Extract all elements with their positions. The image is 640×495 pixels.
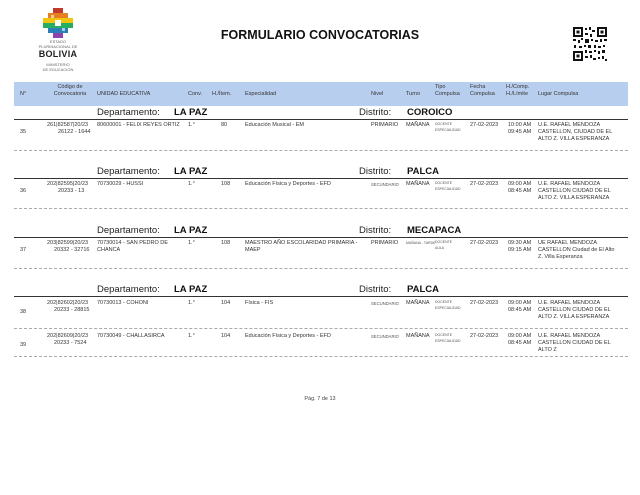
col-codigo-1: Código de: [57, 84, 83, 90]
col-num: N°: [20, 91, 27, 97]
row-fecha: 27-02-2023: [470, 240, 499, 246]
row-num: 35: [20, 129, 27, 135]
row-lugar-2: CASTELLON CIUDAD DE EL: [538, 340, 611, 346]
row-hora-1: 09:00 AM: [508, 333, 532, 339]
row-conv: 1.°: [188, 300, 195, 306]
row-tipo-1: DOCENTE: [435, 122, 453, 126]
divider: [14, 150, 628, 151]
row-hitem: 104: [221, 300, 231, 306]
row-hitem: 80: [221, 122, 228, 128]
departamento-value: LA PAZ: [174, 166, 208, 177]
row-codigo: 202|82595|20/23: [47, 181, 89, 187]
group-heading: [14, 284, 628, 296]
row-especialidad: Educación Musical - EM: [245, 122, 304, 128]
ministry-logo: [34, 8, 82, 83]
row-turno: MAÑANA: [406, 333, 430, 339]
departamento-label: Departamento:: [97, 225, 160, 236]
row-hora-2: 08:45 AM: [508, 188, 532, 194]
row-lugar-3: ALTO Z. VILLA ESPERANZA: [538, 314, 610, 320]
col-hcomp-2: H./Límite: [506, 91, 529, 97]
row-conv: 1.°: [188, 333, 195, 339]
row-hitem: 104: [221, 333, 231, 339]
row-turno: MAÑANA: [406, 300, 430, 306]
row-turno: MAÑANA: [406, 122, 430, 128]
row-codigo: 261|82587|20/23: [47, 122, 89, 128]
departamento-value: LA PAZ: [174, 107, 208, 118]
row-lugar-3: ALTO Z: [538, 347, 557, 353]
row-conv: 1.°: [188, 122, 195, 128]
col-tipo-2: Compulsa: [435, 91, 460, 97]
row-nivel: SECUNDARIO: [371, 182, 399, 187]
qr-code-icon: [572, 26, 608, 62]
page-number: Pág. 7 de 13: [304, 396, 336, 402]
row-tipo-2: ESPECIALIDAD: [435, 306, 461, 310]
row-codigo: 202|82609|20/23: [47, 333, 89, 339]
distrito-value: PALCA: [407, 284, 440, 295]
row-especialidad: MAESTRO AÑO ESCOLARIDAD PRIMARIA -: [245, 240, 358, 246]
distrito-label: Distrito:: [359, 225, 392, 236]
col-nivel: Nivel: [371, 91, 384, 97]
departamento-label: Departamento:: [97, 284, 160, 295]
row-unidad-2: CHANCA: [97, 247, 121, 253]
row-especialidad-2: MAEP: [245, 247, 261, 253]
row-turno: MAÑANA: [406, 181, 430, 187]
table-row: [14, 300, 628, 326]
row-lugar-3: Z. Villa Esperanza: [538, 254, 583, 260]
row-hora-2: 09:45 AM: [508, 129, 532, 135]
group-heading: [14, 107, 628, 119]
row-conv: 1.°: [188, 181, 195, 187]
row-unidad: 70730013 - COHONI: [97, 300, 149, 306]
row-tipo-1: DOCENTE: [435, 333, 453, 337]
row-lugar-2: CASTELLON CIUDAD DE EL: [538, 307, 611, 313]
row-nivel: SECUNDARIO: [371, 334, 399, 339]
logo-caption: ESTADO PLURINACIONAL DE: [38, 39, 78, 49]
distrito-label: Distrito:: [359, 107, 392, 118]
col-codigo-2: Convocatoria: [53, 91, 87, 97]
row-lugar-1: U.E. RAFAEL MENDOZA: [538, 122, 601, 128]
row-conv: 1.°: [188, 240, 195, 246]
row-lugar-2: CASTELLON, CIUDAD DE EL: [538, 129, 613, 135]
row-especialidad: Educación Física y Deportes - EFD: [245, 181, 331, 187]
row-tipo-2: ESPECIALIDAD: [435, 187, 461, 191]
row-lugar-1: UE RAFAEL MENDOZA: [538, 240, 598, 246]
row-hora-1: 10:00 AM: [508, 122, 532, 128]
row-unidad: 70730049 - CHALLASIRCA: [97, 333, 165, 339]
col-hitem: H./Ítem.: [212, 91, 232, 97]
col-fecha-1: Fecha: [470, 84, 486, 90]
divider: [14, 328, 628, 329]
divider: [14, 119, 628, 120]
row-codigo: 203|82599|20/23: [47, 240, 89, 246]
table-row: [14, 122, 628, 148]
row-lugar-1: U.E. RAFAEL MENDOZA: [538, 333, 601, 339]
row-tipo-2: ESPECIALIDAD: [435, 339, 461, 343]
row-num: 37: [20, 247, 27, 253]
row-fecha: 27-02-2023: [470, 300, 499, 306]
row-hora-1: 09:00 AM: [508, 181, 532, 187]
col-lugar: Lugar Compulsa: [538, 91, 579, 97]
row-turno: MAÑANA - TARDE: [406, 241, 436, 245]
row-hora-1: 09:00 AM: [508, 300, 532, 306]
row-especialidad: Educación Física y Deportes - EFD: [245, 333, 331, 339]
row-hora-2: 08:45 AM: [508, 340, 532, 346]
row-codigo-2: 26122 - 1644: [58, 129, 91, 135]
logo-subtitle-1: MINISTERIO: [46, 62, 70, 67]
page-title: FORMULARIO CONVOCATORIAS: [220, 28, 420, 42]
departamento-label: Departamento:: [97, 107, 160, 118]
distrito-label: Distrito:: [359, 284, 392, 295]
divider: [14, 268, 628, 269]
divider: [14, 237, 628, 238]
row-codigo-2: 20233 - 7524: [54, 340, 87, 346]
table-row: [14, 240, 628, 266]
row-codigo-2: 20332 - 32716: [54, 247, 90, 253]
distrito-value: PALCA: [407, 166, 440, 177]
table-row: [14, 181, 628, 207]
col-conv: Conv.: [188, 91, 202, 97]
row-especialidad: Física - FIS: [245, 300, 274, 306]
group-heading: [14, 225, 628, 237]
row-num: 38: [20, 309, 27, 315]
row-unidad: 80600001 - FELIX REYES ORTIZ: [97, 122, 180, 128]
row-tipo-1: DOCENTE: [435, 240, 453, 244]
row-hitem: 108: [221, 240, 231, 246]
row-hora-2: 09:15 AM: [508, 247, 532, 253]
row-lugar-3: ALTO Z. VILLA ESPERANZA: [538, 136, 610, 142]
distrito-label: Distrito:: [359, 166, 392, 177]
row-tipo-1: DOCENTE: [435, 300, 453, 304]
row-unidad: 70730029 - HUSSI: [97, 181, 144, 187]
row-hitem: 108: [221, 181, 231, 187]
row-hora-2: 08:45 AM: [508, 307, 532, 313]
departamento-value: LA PAZ: [174, 225, 208, 236]
col-turno: Turno: [406, 91, 421, 97]
row-lugar-1: U.E. RAFAEL MENDOZA: [538, 300, 601, 306]
col-unidad: UNIDAD EDUCATIVA: [97, 91, 151, 97]
row-tipo-2: AULA: [435, 246, 445, 250]
row-nivel: PRIMARIO: [371, 122, 399, 128]
row-num: 39: [20, 342, 27, 348]
distrito-value: MECAPACA: [407, 225, 462, 236]
row-tipo-2: ESPECIALIDAD: [435, 128, 461, 132]
departamento-value: LA PAZ: [174, 284, 208, 295]
row-fecha: 27-02-2023: [470, 181, 499, 187]
row-lugar-1: U.E. RAFAEL MENDOZA: [538, 181, 601, 187]
row-lugar-2: CASTELLON CIUDAD DE EL: [538, 188, 611, 194]
row-fecha: 27-02-2023: [470, 333, 499, 339]
row-codigo-2: 20233 - 28815: [54, 307, 90, 313]
col-especialidad: Especialidad: [245, 91, 277, 97]
row-codigo-2: 20233 - 13: [58, 188, 85, 194]
divider: [14, 356, 628, 357]
col-fecha-2: Compulsa: [470, 91, 495, 97]
row-lugar-2: CASTELLON Ciudad de El Alto: [538, 247, 615, 253]
row-codigo: 202|82602|20/23: [47, 300, 89, 306]
row-tipo-1: DOCENTE: [435, 181, 453, 185]
row-nivel: SECUNDARIO: [371, 301, 399, 306]
distrito-value: COROICO: [407, 107, 453, 118]
logo-name: BOLIVIA: [38, 49, 78, 59]
logo-subtitle-2: DE EDUCACIÓN: [42, 67, 74, 72]
col-hcomp-1: H./Comp.: [506, 84, 530, 90]
table-header: [14, 82, 628, 106]
divider: [14, 296, 628, 297]
row-lugar-3: ALTO Z. VILLA ESPERANZA: [538, 195, 610, 201]
row-fecha: 27-02-2023: [470, 122, 499, 128]
departamento-label: Departamento:: [97, 166, 160, 177]
col-tipo-1: Tipo: [435, 84, 446, 90]
row-num: 36: [20, 188, 27, 194]
row-nivel: PRIMARIO: [371, 240, 399, 246]
group-heading: [14, 166, 628, 178]
divider: [14, 178, 628, 179]
row-hora-1: 09:30 AM: [508, 240, 532, 246]
row-unidad: 70730014 - SAN PEDRO DE: [97, 240, 168, 246]
divider: [14, 208, 628, 209]
